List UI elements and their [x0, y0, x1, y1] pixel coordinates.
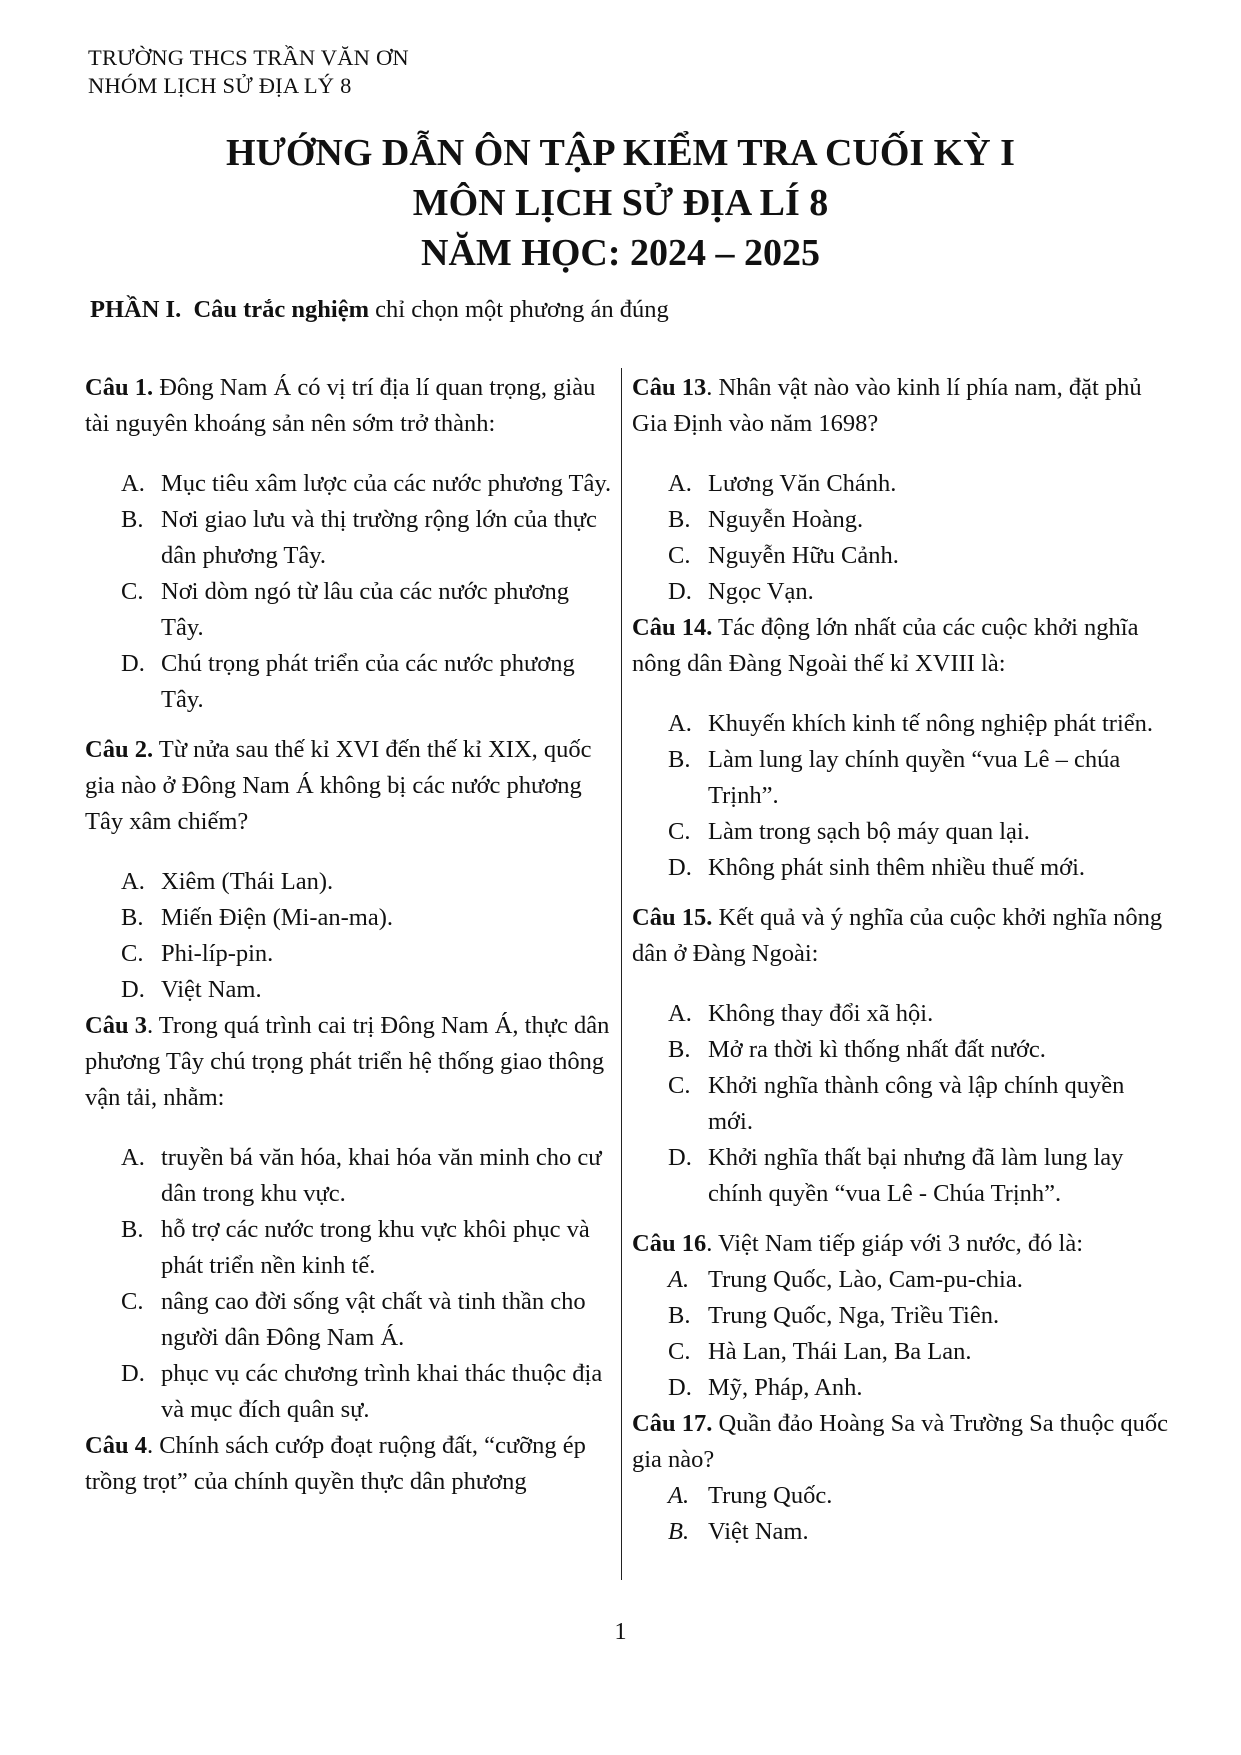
school-header: [88, 44, 409, 100]
question-number: Câu 3: [85, 1012, 147, 1039]
option-text: Ngọc Vạn.: [708, 578, 814, 605]
option-letter: A.: [668, 1000, 692, 1027]
option-letter: C.: [668, 1072, 691, 1099]
question-15: [632, 900, 1172, 972]
option-letter: C.: [668, 818, 691, 845]
column-divider: [621, 368, 622, 1580]
option-text: Nguyễn Hữu Cảnh.: [708, 542, 899, 569]
option-letter: C.: [121, 1288, 144, 1315]
option-text: Trung Quốc, Nga, Triều Tiên.: [708, 1302, 1000, 1329]
option-letter: D.: [668, 1374, 692, 1401]
option-letter: D.: [121, 976, 145, 1003]
option-letter: C.: [121, 578, 144, 605]
option-text: Lương Văn Chánh.: [708, 470, 897, 497]
option-text: Xiêm (Thái Lan).: [161, 868, 334, 895]
option-letter: C.: [668, 1338, 691, 1365]
option-d: [85, 646, 615, 718]
question-number: Câu 17.: [632, 1410, 713, 1437]
option-letter: D.: [121, 650, 145, 677]
question-text: Quần đảo Hoàng Sa và Trường Sa thuộc quốc gia nào?: [632, 1410, 1168, 1473]
option-letter: D.: [121, 1360, 145, 1387]
option-text: Mục tiêu xâm lược của các nước phương Tây.: [161, 470, 612, 497]
option-letter: C.: [121, 940, 144, 967]
question-13-options: [632, 466, 1172, 610]
option-letter: A.: [668, 1482, 690, 1509]
option-letter: A.: [121, 470, 145, 497]
document-title: [0, 128, 1241, 278]
option-c: [85, 1284, 615, 1356]
question-text: . Chính sách cướp đoạt ruộng đất, “cưỡng ép trồng trọt” của chính quyền thực dân phương: [85, 1432, 586, 1495]
option-c: [632, 814, 1172, 850]
option-a: [632, 466, 1172, 502]
option-text: Việt Nam.: [161, 976, 262, 1003]
option-a: [85, 466, 615, 502]
option-letter: A.: [121, 868, 145, 895]
option-text: Khuyến khích kinh tế nông nghiệp phát triển.: [708, 710, 1153, 737]
option-text: Nguyễn Hoàng.: [708, 506, 864, 533]
option-text: Trung Quốc.: [708, 1482, 833, 1509]
option-d: [85, 1356, 615, 1428]
option-text: Nơi giao lưu và thị trường rộng lớn của thực dân phương Tây.: [161, 506, 597, 569]
option-text: Nơi dòm ngó từ lâu của các nước phương Tây.: [161, 578, 569, 641]
question-text: . Việt Nam tiếp giáp với 3 nước, đó là:: [706, 1230, 1083, 1257]
question-1: [85, 370, 615, 442]
option-text: Hà Lan, Thái Lan, Ba Lan.: [708, 1338, 972, 1365]
option-text: Mỹ, Pháp, Anh.: [708, 1374, 863, 1401]
question-1-options: [85, 466, 615, 718]
question-2-options: [85, 864, 615, 1008]
option-b: [632, 502, 1172, 538]
option-text: Làm lung lay chính quyền “vua Lê – chúa Trịnh”.: [708, 746, 1121, 809]
question-14-options: [632, 706, 1172, 886]
option-a: [632, 1478, 1172, 1514]
option-letter: D.: [668, 854, 692, 881]
question-text: Từ nửa sau thế kỉ XVI đến thế kỉ XIX, quốc gia nào ở Đông Nam Á không bị các nước phương Tây xâm chiếm?: [85, 736, 592, 835]
question-number: Câu 14.: [632, 614, 713, 641]
option-b: [85, 1212, 615, 1284]
option-letter: A.: [121, 1144, 145, 1171]
question-3: [85, 1008, 615, 1116]
left-column: [85, 370, 615, 1500]
question-number: Câu 13: [632, 374, 707, 401]
question-number: Câu 16: [632, 1230, 707, 1257]
option-text: Chú trọng phát triển của các nước phương Tây.: [161, 650, 575, 713]
question-text: Đông Nam Á có vị trí địa lí quan trọng, giàu tài nguyên khoáng sản nên sớm trở thành:: [85, 374, 596, 437]
option-b: [632, 742, 1172, 814]
option-c: [85, 574, 615, 646]
question-16: [632, 1226, 1172, 1262]
option-text: Làm trong sạch bộ máy quan lại.: [708, 818, 1030, 845]
option-d: [632, 574, 1172, 610]
option-letter: D.: [668, 578, 692, 605]
option-b: [632, 1514, 1172, 1550]
question-15-options: [632, 996, 1172, 1212]
group-name: NHÓM LỊCH SỬ ĐỊA LÝ 8: [88, 73, 352, 98]
option-c: [632, 1068, 1172, 1140]
option-d: [632, 1370, 1172, 1406]
option-text: Mở ra thời kì thống nhất đất nước.: [708, 1036, 1046, 1063]
question-number: Câu 4: [85, 1432, 147, 1459]
question-number: Câu 2.: [85, 736, 154, 763]
question-17: [632, 1406, 1172, 1478]
option-letter: B.: [121, 1216, 144, 1243]
page-number: 1: [614, 1618, 627, 1645]
option-text: nâng cao đời sống vật chất và tinh thần cho người dân Đông Nam Á.: [161, 1288, 586, 1351]
question-2: [85, 732, 615, 840]
question-4: [85, 1428, 615, 1500]
question-13: [632, 370, 1172, 442]
section-heading: [90, 296, 669, 324]
option-text: Phi-líp-pin.: [161, 940, 274, 967]
option-text: Không phát sinh thêm nhiều thuế mới.: [708, 854, 1086, 881]
option-b: [85, 900, 615, 936]
option-letter: A.: [668, 470, 692, 497]
question-text: Tác động lớn nhất của các cuộc khởi nghĩa nông dân Đàng Ngoài thế kỉ XVIII là:: [632, 614, 1139, 677]
option-letter: A.: [668, 1266, 690, 1293]
question-14: [632, 610, 1172, 682]
title-line-1: HƯỚNG DẪN ÔN TẬP KIỂM TRA CUỐI KỲ I: [226, 132, 1015, 174]
option-letter: B.: [121, 904, 144, 931]
option-text: Miến Điện (Mi-an-ma).: [161, 904, 393, 931]
school-name: TRƯỜNG THCS TRẦN VĂN ƠN: [88, 45, 409, 70]
option-letter: C.: [668, 542, 691, 569]
option-letter: D.: [668, 1144, 692, 1171]
option-letter: A.: [668, 710, 692, 737]
section-label: PHẦN I.: [90, 296, 182, 323]
option-letter: B.: [668, 506, 691, 533]
title-line-3: NĂM HỌC: 2024 – 2025: [421, 232, 820, 274]
right-column: [632, 370, 1172, 1550]
option-a: [632, 1262, 1172, 1298]
section-instruction: chỉ chọn một phương án đúng: [369, 296, 669, 323]
option-a: [632, 706, 1172, 742]
option-letter: B.: [121, 506, 144, 533]
question-text: Kết quả và ý nghĩa của cuộc khởi nghĩa nông dân ở Đàng Ngoài:: [632, 904, 1163, 967]
option-letter: B.: [668, 746, 691, 773]
title-line-2: MÔN LỊCH SỬ ĐỊA LÍ 8: [412, 182, 829, 224]
question-number: Câu 15.: [632, 904, 713, 931]
option-c: [85, 936, 615, 972]
option-a: [85, 1140, 615, 1212]
option-text: hỗ trợ các nước trong khu vực khôi phục và phát triển nền kinh tế.: [161, 1216, 590, 1279]
option-text: Việt Nam.: [708, 1518, 809, 1545]
option-text: Trung Quốc, Lào, Cam-pu-chia.: [708, 1266, 1023, 1293]
question-17-options: [632, 1478, 1172, 1550]
question-text: . Nhân vật nào vào kinh lí phía nam, đặt phủ Gia Định vào năm 1698?: [632, 374, 1142, 437]
option-text: Khởi nghĩa thành công và lập chính quyền mới.: [708, 1072, 1125, 1135]
option-a: [85, 864, 615, 900]
option-c: [632, 1334, 1172, 1370]
option-letter: B.: [668, 1036, 691, 1063]
question-3-options: [85, 1140, 615, 1428]
section-name: Câu trắc nghiệm: [193, 296, 370, 323]
option-text: phục vụ các chương trình khai thác thuộc địa và mục đích quân sự.: [161, 1360, 603, 1423]
option-b: [85, 502, 615, 574]
option-d: [85, 972, 615, 1008]
option-d: [632, 850, 1172, 886]
option-c: [632, 538, 1172, 574]
option-b: [632, 1032, 1172, 1068]
question-16-options: [632, 1262, 1172, 1406]
option-text: truyền bá văn hóa, khai hóa văn minh cho cư dân trong khu vực.: [161, 1144, 602, 1207]
question-text: . Trong quá trình cai trị Đông Nam Á, thực dân phương Tây chú trọng phát triển hệ thống giao thông vận tải, nhằm:: [85, 1012, 610, 1111]
question-number: Câu 1.: [85, 374, 154, 401]
option-text: Không thay đổi xã hội.: [708, 1000, 934, 1027]
option-d: [632, 1140, 1172, 1212]
option-text: Khởi nghĩa thất bại nhưng đã làm lung lay chính quyền “vua Lê - Chúa Trịnh”.: [708, 1144, 1124, 1207]
option-letter: B.: [668, 1518, 690, 1545]
option-letter: B.: [668, 1302, 691, 1329]
option-a: [632, 996, 1172, 1032]
option-b: [632, 1298, 1172, 1334]
